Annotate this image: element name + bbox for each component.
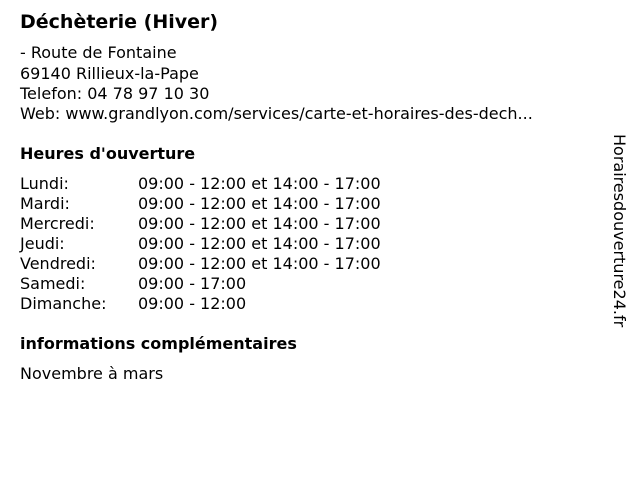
time-range: 09:00 - 17:00	[138, 274, 247, 293]
time-range: 09:00 - 12:00 et 14:00 - 17:00	[138, 234, 381, 253]
day-label: Vendredi:	[20, 254, 96, 273]
opening-hours-heading: Heures d'ouverture	[20, 144, 196, 163]
day-label: Dimanche:	[20, 294, 107, 313]
time-range: 09:00 - 12:00 et 14:00 - 17:00	[138, 214, 381, 233]
hours-row-thursday	[20, 234, 381, 254]
hours-row-friday	[20, 254, 381, 274]
day-label: Jeudi:	[20, 234, 65, 253]
address-city: 69140 Rillieux-la-Pape	[20, 64, 199, 83]
day-label: Samedi:	[20, 274, 86, 293]
day-label: Mercredi:	[20, 214, 95, 233]
hours-row-sunday	[20, 294, 246, 314]
hours-row-tuesday	[20, 194, 381, 214]
additional-info-heading: informations complémentaires	[20, 334, 297, 353]
day-label: Lundi:	[20, 174, 69, 193]
hours-row-monday	[20, 174, 381, 194]
time-range: 09:00 - 12:00	[138, 294, 247, 313]
site-watermark: Horairesdouverture24.fr	[610, 134, 629, 328]
address-street: - Route de Fontaine	[20, 43, 177, 62]
hours-row-wednesday	[20, 214, 381, 234]
hours-row-saturday	[20, 274, 246, 294]
time-range: 09:00 - 12:00 et 14:00 - 17:00	[138, 174, 381, 193]
website-link[interactable]: Web: www.grandlyon.com/services/carte-et-horaires-des-dech...	[20, 104, 533, 123]
additional-info-text: Novembre à mars	[20, 364, 164, 383]
time-range: 09:00 - 12:00 et 14:00 - 17:00	[138, 194, 381, 213]
page-title: Déchèterie (Hiver)	[20, 11, 219, 33]
phone-number: Telefon: 04 78 97 10 30	[20, 84, 210, 103]
day-label: Mardi:	[20, 194, 70, 213]
time-range: 09:00 - 12:00 et 14:00 - 17:00	[138, 254, 381, 273]
